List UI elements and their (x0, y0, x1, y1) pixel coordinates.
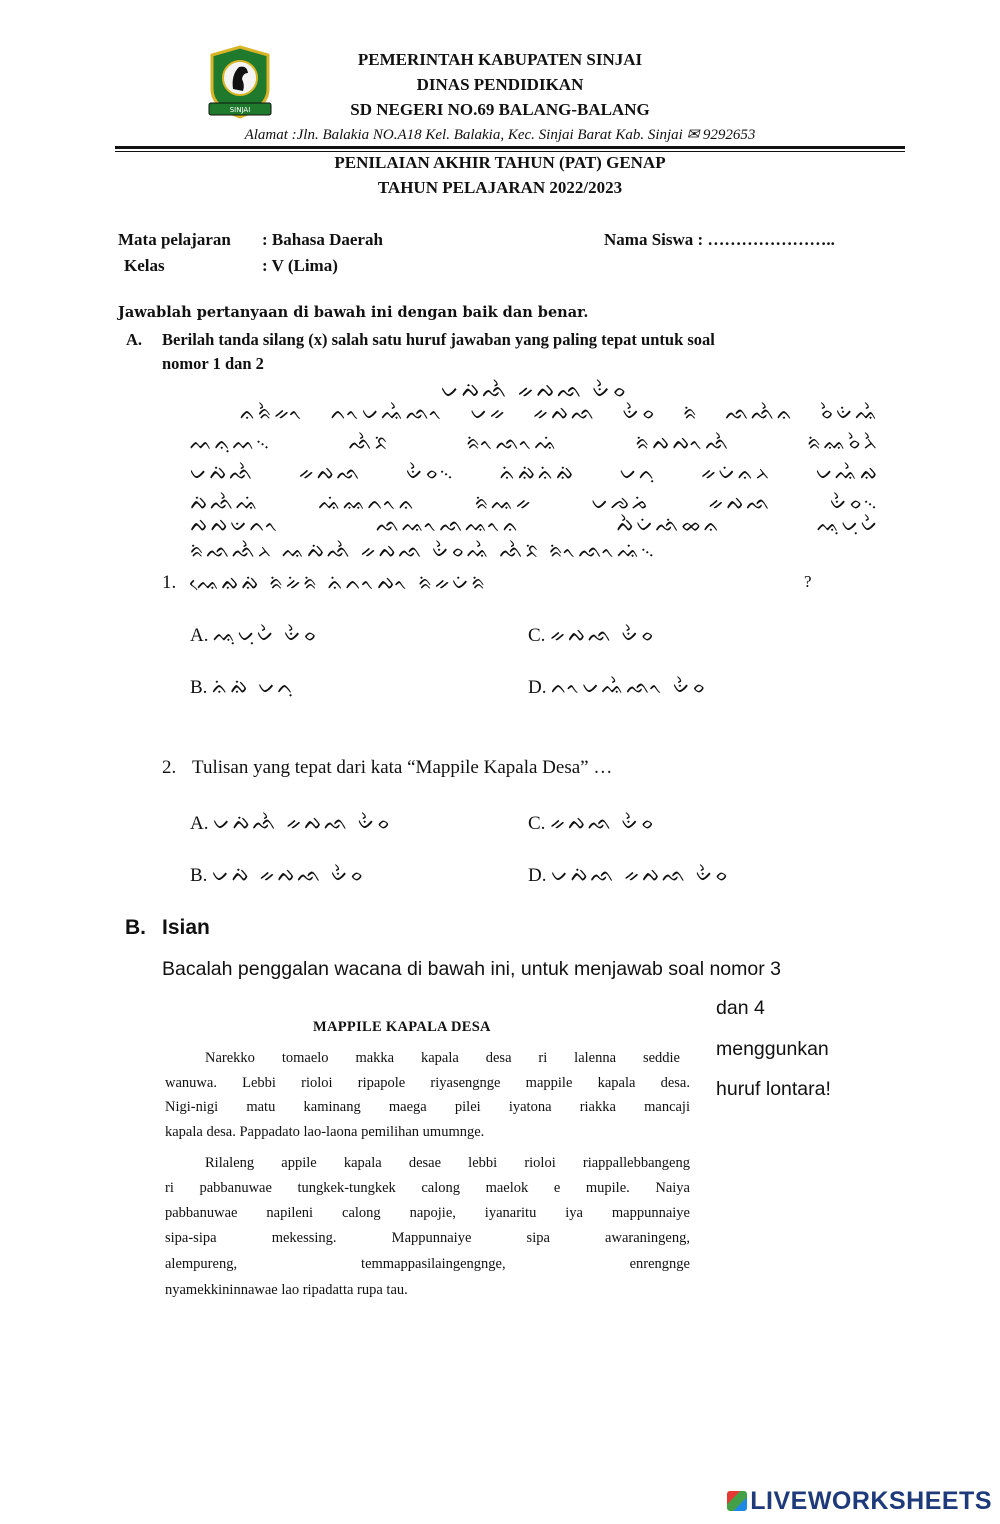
liveworksheets-logo-icon (727, 1491, 747, 1511)
logo-emblem (205, 45, 275, 120)
student-name-field[interactable] (875, 230, 905, 250)
section-b-instruction: Bacalah penggalan wacana di bawah ini, untuk menjawab soal nomor 3 (162, 958, 781, 980)
clipping-p1-line3: Nigi-nigi matu kaminang maega pilei iyatona riakka mancaji (165, 1099, 690, 1115)
subject-value: : Bahasa Daerah (262, 230, 383, 249)
section-a-letter: A. (126, 330, 143, 349)
q2-text: Tulisan yang tepat dari kata “Mappile Kapala Desa” … (192, 757, 613, 778)
section-a-instruction-line2: nomor 1 dan 2 (162, 354, 264, 373)
subject-label: Mata pelajaran (118, 230, 231, 249)
q1-option-c[interactable] (528, 624, 656, 647)
q2-option-a-text: ᨆᨄᨗᨒᨛ ᨀᨄᨒ ᨉᨛᨔ (213, 812, 393, 834)
q1-option-d[interactable] (528, 676, 708, 699)
q1-number: 1. (162, 572, 177, 593)
clipping-p2-line5: alempureng, temmappasilaingengnge, enrengnge (165, 1256, 690, 1272)
section-a-instruction-line1: Berilah tanda silang (x) salah satu huruf jawaban yang paling tepat untuk soal (162, 330, 715, 349)
section-b-side-line-3: huruf lontara! (716, 1078, 831, 1100)
section-b-side-line-1: dan 4 (716, 997, 765, 1019)
section-b-title: Isian (162, 916, 210, 939)
exam-title: PENILAIAN AKHIR TAHUN (PAT) GENAP (334, 153, 666, 172)
q1-option-d-text: ᨈᨚᨆᨕᨛᨒᨚ ᨉᨛᨔ (551, 676, 708, 698)
school-logo (205, 45, 275, 120)
q2-option-b-letter: B. (190, 865, 208, 886)
student-name-label: Nama Siswa : ………………….. (604, 230, 835, 249)
q2-option-a-letter: A. (190, 813, 209, 834)
q2-option-c-text: ᨀᨄᨒ ᨉᨛᨔ (550, 812, 657, 834)
q2-option-d-text: ᨆᨄᨗᨒ ᨀᨄᨒ ᨉᨛᨔ (551, 864, 731, 886)
passage-title: ᨆᨄᨗᨒᨛ ᨀᨄᨒ ᨉᨛᨔ (441, 378, 629, 402)
clipping-p2-line2: ri pabbanuwae tungkek-tungkek calong maelok e mupile. Naiya (165, 1180, 690, 1196)
q1-option-b-letter: B. (190, 677, 208, 698)
q1-option-b-text: ᨊᨗᨁᨗ ᨆᨈᨘ (212, 676, 296, 698)
passage-line-4: ᨄᨗᨒᨛᨕᨗ ᨕᨗᨐᨈᨚᨊ ᨑᨗᨕᨀ ᨆᨌᨍᨗ ᨀᨄᨒ ᨉᨛᨔ᨞ (190, 492, 880, 514)
q1-option-c-letter: C. (528, 625, 546, 646)
clipping-p2-line4: sipa-sipa mekessing. Mappunnaiye sipa awaraningeng, (165, 1230, 690, 1246)
clipping-p1-line2: wanuwa. Lebbi rioloi ripapole riyasengnge mappile kapala desa. (165, 1075, 690, 1091)
q2-option-b-text: ᨆᨄᨗ ᨀᨄᨒ ᨉᨛᨔ (212, 864, 366, 886)
clipping-p2-line6: nyamekkininnawae lao ripadatta rupa tau. (165, 1282, 408, 1298)
q1-text: ᨕᨙᨁᨁᨗ ᨑᨗᨀᨗᨑᨗ ᨊᨗᨈᨚᨄᨚ ᨑᨗᨀᨆᨗᨑᨗ (190, 572, 488, 594)
q1-option-b[interactable] (190, 676, 296, 699)
passage-line-6: ᨑᨗᨒᨒᨛᨂ ᨕᨄᨗᨒᨛ ᨀᨄᨒ ᨉᨛᨔᨕᨛ ᨒᨛᨅᨗ ᨑᨗᨚᨒᨚᨕᨗ᨞ (190, 540, 658, 562)
class-label: Kelas (124, 256, 165, 275)
watermark-text: LIVEWORKSHEETS (750, 1487, 992, 1515)
clipping-p1-line1: Narekko tomaelo makka kapala desa ri lalenna seddie (205, 1050, 680, 1066)
passage-line-1: ᨊᨑᨛᨀᨚ ᨈᨚᨆᨕᨛᨒᨚ ᨆᨀ ᨀᨄᨒ ᨉᨛᨔ ᨑᨗ ᨒᨒᨛᨊ ᨔᨛᨉᨗᨕᨛ (240, 402, 880, 424)
q1-option-a-text: ᨕᨘᨆᨘᨆᨛ ᨉᨛᨔ (213, 624, 319, 646)
general-instruction: Jawablah pertanyaan di bawah ini dengan baik dan benar. (118, 304, 589, 321)
q1-option-d-letter: D. (528, 677, 547, 698)
section-b-side-line-2: menggunkan (716, 1038, 829, 1060)
passage-line-5: ᨄᨄᨉᨈᨚ ᨒᨕᨚᨒᨕᨚᨊ ᨄᨛᨆᨗᨒᨗᨖᨊ ᨕᨘᨆᨘᨆᨛ (190, 514, 880, 536)
scanned-passage (165, 1005, 695, 1305)
q1-option-c-text: ᨀᨄᨒ ᨉᨛᨔ (550, 624, 657, 646)
q1-question-mark: ? (804, 572, 812, 591)
q1-option-a-letter: A. (190, 625, 209, 646)
q2-option-c-letter: C. (528, 813, 546, 834)
clipping-p1-line4: kapala desa. Pappadato lao-laona pemilihan umumnge. (165, 1124, 485, 1140)
section-b-letter: B. (125, 916, 146, 939)
q2-option-b[interactable] (190, 864, 366, 887)
gov-heading: PEMERINTAH KABUPATEN SINJAI (357, 50, 643, 69)
q1-option-a[interactable] (190, 624, 319, 647)
q2-option-d[interactable] (528, 864, 731, 887)
class-value: : V (Lima) (262, 256, 338, 275)
school-address: Alamat :Jln. Balakia NO.A18 Kel. Balakia, Kec. Sinjai Barat Kab. Sinjai ✉ 9292653 (244, 127, 756, 143)
clipping-p2-line3: pabbanuwae napileni calong napojie, iyanaritu iya mappunnaiye (165, 1205, 690, 1221)
q2-option-d-letter: D. (528, 865, 547, 886)
header-rule-thin (115, 151, 905, 152)
logo-text: SINJAI (229, 106, 251, 114)
exam-year: TAHUN PELAJARAN 2022/2023 (377, 178, 623, 197)
q2-option-a[interactable] (190, 812, 393, 835)
clipping-title: MAPPILE KAPALA DESA (313, 1019, 491, 1035)
passage-line-2: ᨓᨊᨘᨓ᨞ ᨒᨛᨅᨗ ᨑᨗᨚᨒᨚᨕᨗ ᨑᨗᨄᨄᨚᨒᨛ ᨑᨗᨐᨔᨛᨂᨛ (190, 432, 880, 454)
clipping-p2-line1: Rilaleng appile kapala desae lebbi rioloi riappallebbangeng (205, 1155, 690, 1171)
passage-line-3: ᨆᨄᨗᨒᨛ ᨀᨄᨒ ᨉᨛᨔ᨞ ᨊᨗᨁᨗᨊᨗᨁᨗ ᨆᨈᨘ ᨀᨆᨗᨊᨂ ᨆᨕᨛᨁ (190, 462, 880, 484)
dept-heading: DINAS PENDIDIKAN (416, 75, 584, 94)
q2-number: 2. (162, 757, 177, 778)
school-heading: SD NEGERI NO.69 BALANG-BALANG (350, 100, 650, 119)
liveworksheets-watermark (727, 1487, 992, 1516)
header-rule-thick (115, 146, 905, 149)
q2-option-c[interactable] (528, 812, 656, 835)
